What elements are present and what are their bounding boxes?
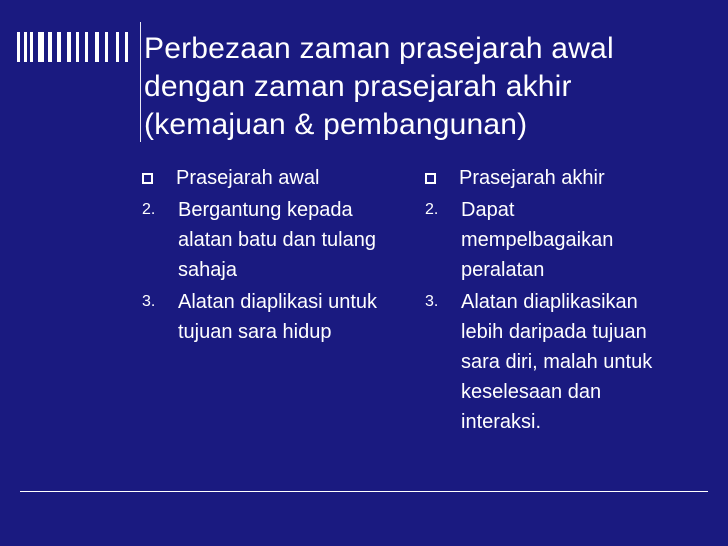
list-item [140, 195, 400, 285]
item-number: 3. [142, 293, 156, 310]
item-text: Alatan diaplikasi untuk tujuan sara hidup [178, 291, 378, 343]
square-bullet-icon [142, 173, 153, 184]
item-text: Dapat mempelbagaikan peralatan [461, 199, 614, 281]
left-column [140, 163, 400, 347]
vertical-divider [140, 22, 141, 142]
left-heading: Prasejarah awal [176, 167, 320, 189]
square-bullet-icon [425, 173, 436, 184]
list-item-heading [423, 163, 723, 193]
tally-bars-decoration [17, 32, 129, 62]
bottom-divider [20, 491, 708, 492]
item-text: Bergantung kepada alatan batu dan tulang sahaja [178, 199, 376, 281]
list-item [423, 195, 723, 285]
item-number: 2. [142, 201, 156, 218]
item-number: 3. [425, 293, 439, 310]
slide-title: Perbezaan zaman prasejarah awal dengan zaman prasejarah akhir (kemajuan & pembangunan) [144, 32, 614, 141]
list-item [423, 287, 723, 437]
right-heading: Prasejarah akhir [459, 167, 605, 189]
item-text: Alatan diaplikasikan lebih daripada tujuan sara diri, malah untuk keselesaan dan interaksi. [461, 291, 653, 433]
item-number: 2. [425, 201, 439, 218]
list-item-heading [140, 163, 400, 193]
list-item [140, 287, 400, 347]
right-column [423, 163, 723, 437]
